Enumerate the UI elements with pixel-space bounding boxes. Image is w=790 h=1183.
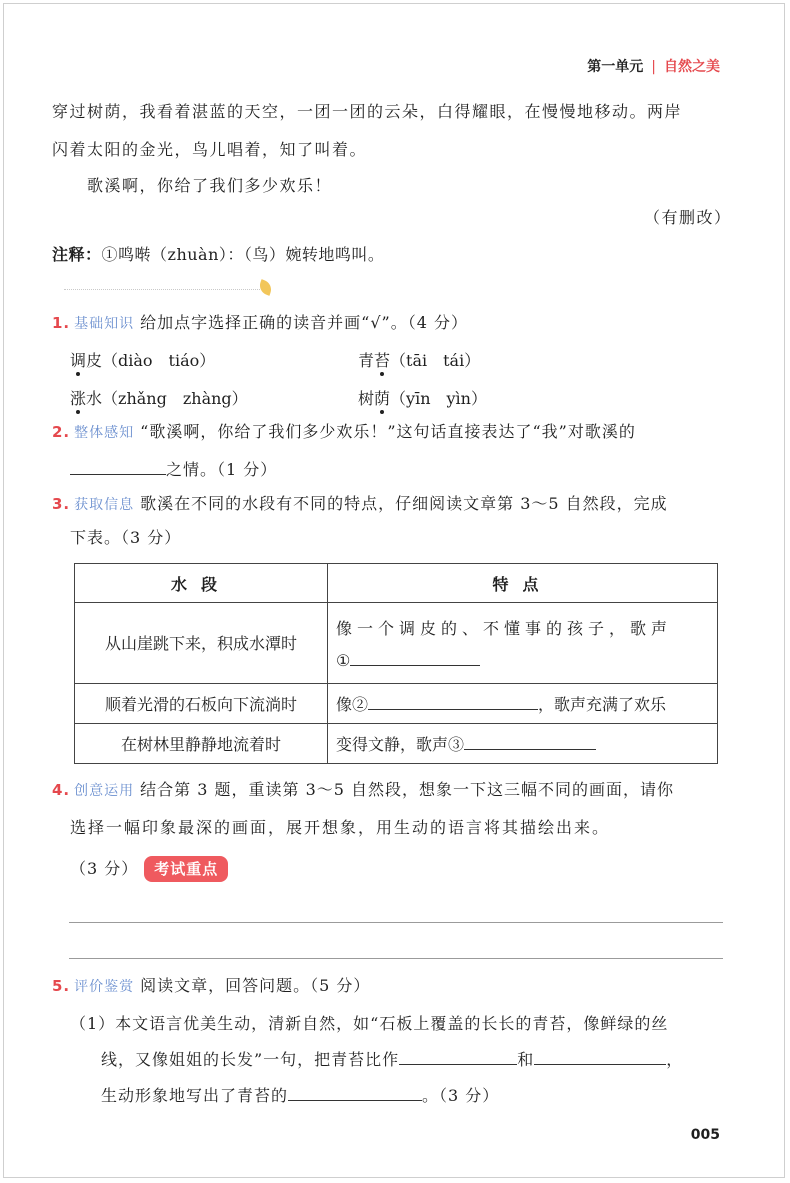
question-5-sub-1-line-1: （1）本文语言优美生动，清新自然，如“石板上覆盖的长长的青苔，像鲜绿的丝: [70, 1014, 669, 1033]
question-4-points: （3 分）: [70, 859, 139, 878]
q1-option-qingtai[interactable]: [358, 348, 480, 371]
question-4-tag: 创意运用: [74, 783, 135, 799]
table-cell-segment: 在树林里静静地流着时: [75, 723, 328, 763]
page-header: [587, 56, 720, 76]
question-5-text: ，: [666, 1050, 684, 1069]
dotted-char: 涨: [70, 389, 87, 408]
exam-focus-badge: 考试重点: [144, 856, 228, 882]
option-pinyin: 水（zhǎng zhàng）: [86, 389, 248, 408]
question-4-text: 结合第 3 题，重读第 3～5 自然段，想象一下这三幅不同的画面，请你: [140, 780, 675, 799]
question-5-text: 阅读文章，回答问题。（5 分）: [140, 976, 371, 995]
question-2-suffix: 之情。（1 分）: [166, 460, 278, 479]
table-cell-segment: 从山崖跳下来，积成水潭时: [75, 603, 328, 683]
dotted-char: 荫: [374, 389, 391, 408]
question-1-tag: 基础知识: [74, 316, 135, 332]
option-pinyin: （yīn yìn）: [390, 389, 487, 408]
question-3-line-2: 下表。（3 分）: [70, 528, 182, 547]
question-3-text: 歌溪在不同的水段有不同的特点，仔细阅读文章第 3～5 自然段，完成: [140, 494, 668, 513]
question-3: [52, 494, 668, 515]
option-prefix: 青: [358, 351, 375, 370]
question-5-text: 和: [517, 1050, 535, 1069]
table-row: [75, 683, 718, 723]
table-header-row: [75, 564, 718, 603]
section-divider: [64, 289, 266, 290]
answer-blank-1[interactable]: [350, 649, 480, 666]
answer-blank[interactable]: [70, 458, 166, 475]
question-4-number: 4.: [52, 781, 71, 799]
feature-text: 变得文静，歌声③: [336, 734, 465, 754]
table-header-segment: 水段: [75, 564, 328, 603]
dotted-char: 苔: [374, 351, 391, 370]
feature-text: 像一个调皮的、不懂事的孩子，歌声: [336, 618, 673, 638]
feature-text: 像②: [336, 694, 369, 714]
writing-line[interactable]: [69, 958, 723, 959]
passage-line-3: 歌溪啊，你给了我们多少欢乐！: [87, 176, 333, 195]
table-cell-feature: [328, 723, 718, 763]
question-2-number: 2.: [52, 423, 71, 441]
answer-blank-description[interactable]: [288, 1084, 422, 1101]
question-1-text: 给加点字选择正确的读音并画“√”。（4 分）: [140, 313, 468, 332]
option-pinyin: 皮（diào tiáo）: [86, 351, 216, 370]
question-4: [52, 780, 674, 801]
table-cell-feature: [328, 603, 718, 683]
answer-blank-3[interactable]: [464, 733, 596, 750]
table-row: [75, 723, 718, 763]
question-2-text: “歌溪啊，你给了我们多少欢乐！”这句话直接表达了“我”对歌溪的: [140, 422, 636, 441]
question-5-sub-1-line-2: [101, 1048, 683, 1070]
question-5-sub-1-line-3: [101, 1084, 499, 1106]
answer-blank-metaphor-1[interactable]: [399, 1048, 517, 1065]
question-2-tag: 整体感知: [74, 425, 135, 441]
q1-option-shuyin[interactable]: [358, 386, 487, 409]
blank-marker: ①: [336, 650, 351, 670]
question-1: [52, 313, 468, 334]
dotted-char: 调: [70, 351, 87, 370]
table-row: [75, 603, 718, 683]
question-3-number: 3.: [52, 495, 71, 513]
theme-label: 自然之美: [664, 59, 720, 75]
question-2: [52, 422, 636, 443]
question-4-line-2: 选择一幅印象最深的画面，展开想象，用生动的语言将其描绘出来。: [70, 818, 611, 837]
annotation: [52, 245, 384, 265]
table-header-feature: 特点: [328, 564, 718, 603]
question-4-line-3: [70, 856, 228, 882]
q1-option-zhangshui[interactable]: [70, 386, 248, 409]
q1-option-tiaopi[interactable]: [70, 348, 215, 371]
answer-blank-metaphor-2[interactable]: [534, 1048, 666, 1065]
question-1-number: 1.: [52, 314, 71, 332]
annotation-label: 注释：: [52, 245, 102, 264]
question-5: [52, 976, 370, 997]
passage-line-1: 穿过树荫，我看着湛蓝的天空，一团一团的云朵，白得耀眼，在慢慢地移动。两岸: [52, 102, 683, 121]
table-cell-feature: [328, 683, 718, 723]
feature-table: [74, 563, 718, 764]
page-number: 005: [690, 1127, 720, 1143]
question-5-number: 5.: [52, 977, 71, 995]
annotation-text: ①鸣啭（zhuàn）：（鸟）婉转地鸣叫。: [101, 245, 385, 264]
header-separator: |: [651, 59, 656, 75]
question-2-line-2: [70, 458, 277, 480]
feature-text: ，歌声充满了欢乐: [538, 694, 667, 714]
unit-label: 第一单元: [587, 59, 644, 75]
answer-blank-2[interactable]: [368, 693, 538, 710]
question-5-tag: 评价鉴赏: [74, 979, 135, 995]
source-note: （有删改）: [644, 208, 732, 227]
question-5-text: 线，又像姐姐的长发”一句，把青苔比作: [101, 1050, 400, 1069]
question-5-text: 生动形象地写出了青苔的: [101, 1086, 289, 1105]
option-prefix: 树: [358, 389, 375, 408]
option-pinyin: （tāi tái）: [390, 351, 481, 370]
question-3-tag: 获取信息: [74, 497, 135, 513]
table-cell-segment: 顺着光滑的石板向下流淌时: [75, 683, 328, 723]
passage-line-2: 闪着太阳的金光，鸟儿唱着，知了叫着。: [52, 140, 368, 159]
question-5-text: 。（3 分）: [422, 1086, 500, 1105]
writing-line[interactable]: [69, 922, 723, 923]
